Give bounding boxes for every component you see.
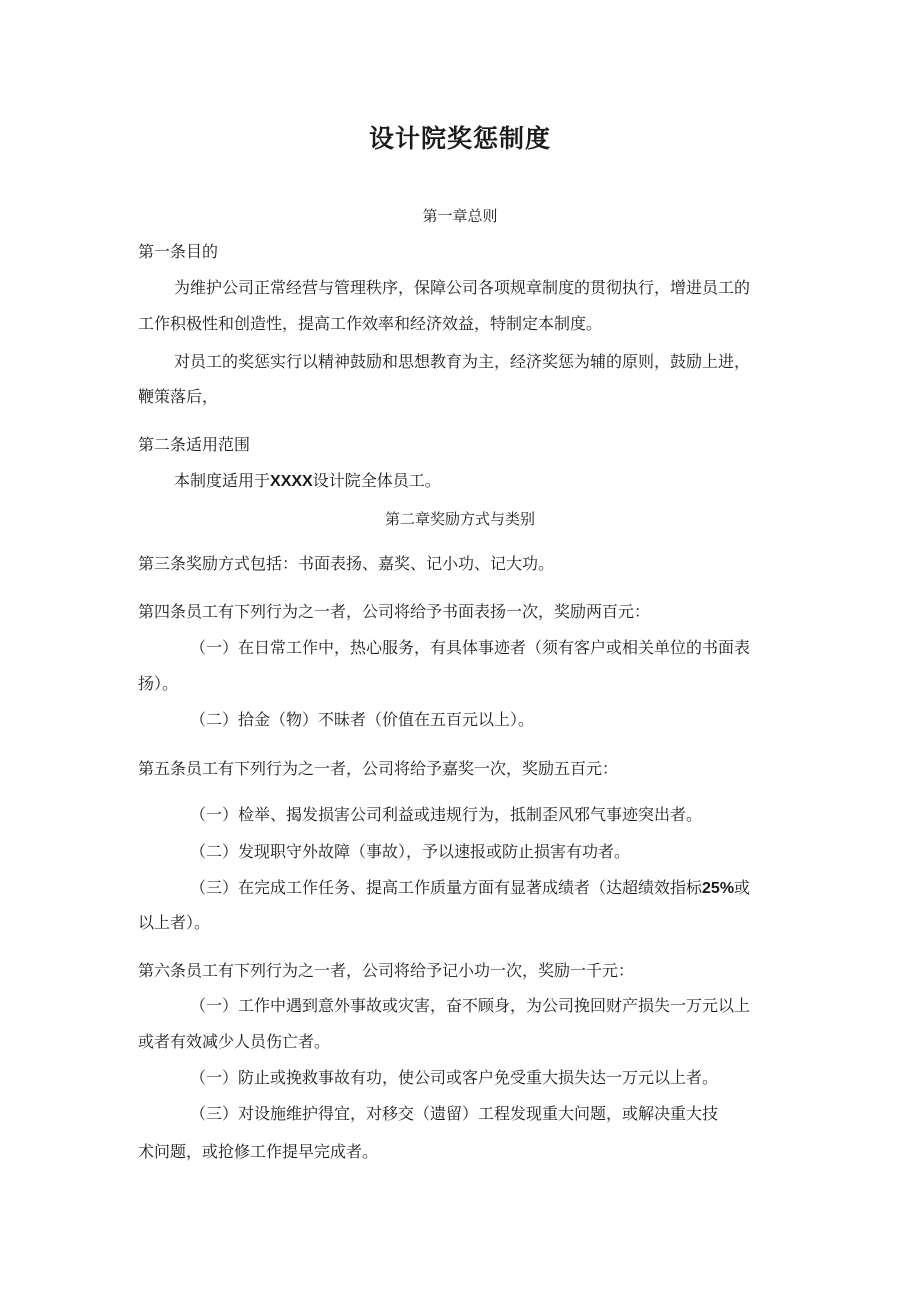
article-6-item-1-line-2: 或者有效减少人员伤亡者。 xyxy=(138,1032,331,1051)
article-4 xyxy=(138,602,650,622)
article-5-item-3-line-2: 以上者）。 xyxy=(138,913,211,932)
article-6-text: 员工有下列行为之一者，公司将给予记小功一次，奖励一千元： xyxy=(186,961,635,980)
article-6-item-1-line-1: （一）工作中遇到意外事故或灾害，奋不顾身，为公司挽回财产损失一万元以上 xyxy=(190,996,751,1015)
article-4-text: 员工有下列行为之一者，公司将给予书面表扬一次，奖励两百元： xyxy=(186,602,651,621)
article-1-heading: 第一条目的 xyxy=(138,242,219,261)
article-6-label: 第六条 xyxy=(138,961,187,980)
chapter-1-heading: 第一章总则 xyxy=(422,207,498,225)
article-3-text: 奖励方式包括：书面表扬、嘉奖、记小功、记大功。 xyxy=(186,554,555,573)
article-2-text xyxy=(174,471,441,492)
company-placeholder: XXXX xyxy=(270,473,313,490)
article-2-heading: 第二条适用范围 xyxy=(138,435,251,454)
article-4-item-1-line-1: （一）在日常工作中，热心服务，有具体事迹者（须有客户或相关单位的书面表 xyxy=(190,638,751,657)
article-1-paragraph-1-line-2: 工作积极性和创造性，提高工作效率和经济效益，特制定本制度。 xyxy=(138,314,603,333)
article-5 xyxy=(138,759,618,779)
article-5-text: 员工有下列行为之一者，公司将给予嘉奖一次，奖励五百元： xyxy=(186,759,619,778)
article-5-label: 第五条 xyxy=(138,759,187,778)
article-2-text-after: 设计院全体员工。 xyxy=(312,471,441,490)
article-3-label: 第三条 xyxy=(138,554,187,573)
article-2-text-before: 本制度适用于 xyxy=(174,471,271,490)
article-4-item-2: （二）拾金（物）不昧者（价值在五百元以上）。 xyxy=(190,710,535,729)
article-5-item-2: （二）发现职守外故障（事故），予以速报或防止损害有功者。 xyxy=(190,842,631,861)
article-3 xyxy=(138,554,554,574)
article-4-label: 第四条 xyxy=(138,602,187,621)
article-5-item-3-text-before: （三）在完成工作任务、提高工作质量方面有显著成绩者（达超绩效指标 xyxy=(190,878,703,897)
article-6-item-3-line-2: 术问题，或抢修工作提早完成者。 xyxy=(138,1142,379,1161)
article-4-item-1-line-2: 扬）。 xyxy=(138,674,179,693)
article-1-paragraph-1-line-1: 为维护公司正常经营与管理秩序，保障公司各项规章制度的贯彻执行，增进员工的 xyxy=(174,278,751,297)
chapter-2-heading: 第二章奖励方式与类别 xyxy=(384,510,535,528)
article-5-item-3-text-after: 或 xyxy=(734,878,751,897)
article-6 xyxy=(138,961,634,981)
article-5-item-3-line-1 xyxy=(190,878,750,899)
article-1-paragraph-2-line-2: 鞭策落后， xyxy=(138,387,219,406)
article-6-item-2: （一）防止或挽救事故有功，使公司或客户免受重大损失达一万元以上者。 xyxy=(190,1068,719,1087)
article-5-item-1: （一）检举、揭发损害公司利益或违规行为，抵制歪风邪气事迹突出者。 xyxy=(190,805,703,824)
document-title: 设计院奖惩制度 xyxy=(368,124,551,153)
performance-percentage: 25% xyxy=(702,880,735,897)
article-1-paragraph-2-line-1: 对员工的奖惩实行以精神鼓励和思想教育为主，经济奖惩为辅的原则，鼓励上进， xyxy=(174,352,751,371)
article-6-item-3-line-1: （三）对设施维护得宜，对移交（遗留）工程发现重大问题，或解决重大技 xyxy=(190,1104,719,1123)
